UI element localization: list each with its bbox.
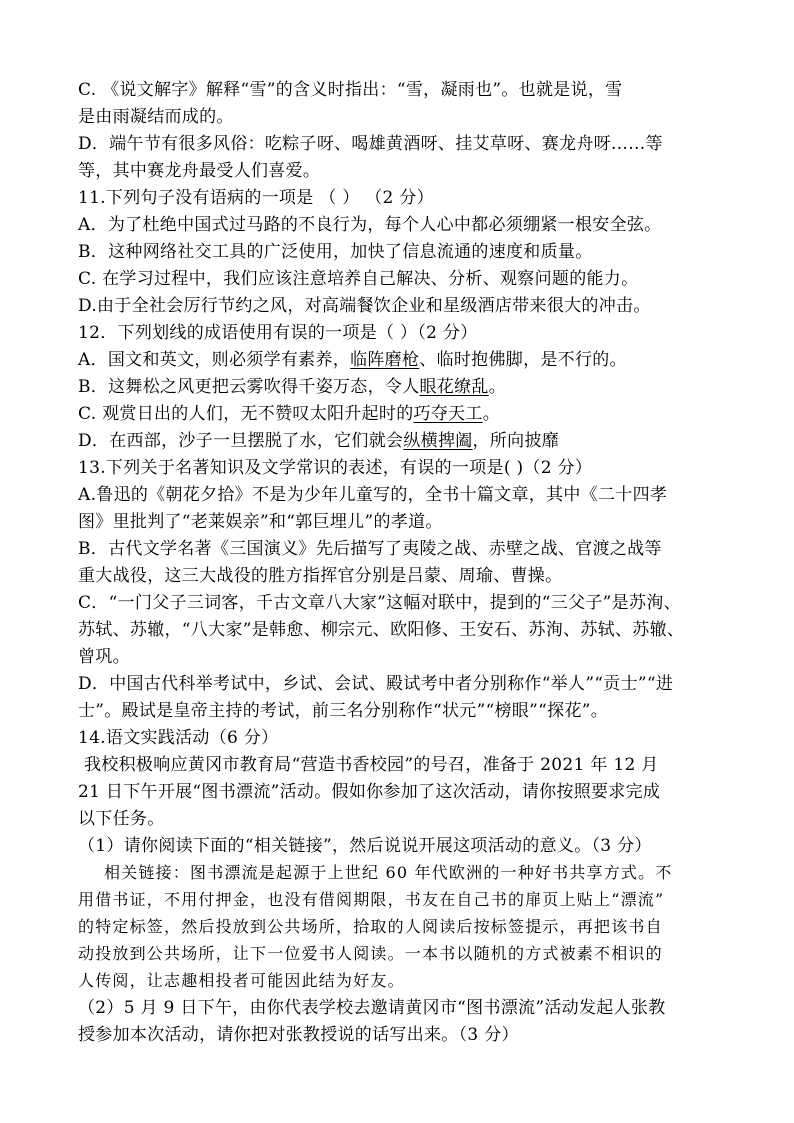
q12-b-text-end: 。 (488, 377, 507, 397)
q12-b-underlined-idiom: 眼花缭乱 (419, 377, 489, 397)
q13-option-a-line1: A.鲁迅的《朝花夕拾》不是为少年儿童写的，全书十篇文章，其中《二十四孝 (78, 485, 668, 505)
q11-option-d: D.由于全社会厉行节约之风，对高端餐饮企业和星级酒店带来很大的冲击。 (78, 296, 651, 316)
related-link-line3: 的特定标签，然后投放到公共场所，拾取的人阅读后按标签提示，再把该书自 (78, 917, 663, 936)
related-link-line5: 人传阅，让志趣相投者可能因此结为好友。 (78, 971, 405, 990)
q13-option-a-line2: 图》里批判了“老莱娱亲”和“郭巨埋儿”的孝道。 (78, 512, 443, 532)
q12-a-text: A．国文和英文，则必须学有素养， (78, 350, 351, 370)
q14-task1: （1）请你阅读下面的“相关链接”，然后说说开展这项活动的意义。（3 分） (78, 836, 652, 856)
q12-d-text-end: ，所向披靡 (472, 431, 560, 451)
q11-stem: 11.下列句子没有语病的一项是 （ ） （2 分） (78, 188, 434, 208)
q12-option-a (78, 349, 627, 371)
q12-a-underlined-idiom: 临阵磨枪 (350, 350, 420, 370)
q10-option-d-line1: D．端午节有很多风俗：吃粽子呀、喝雄黄酒呀、挂艾草呀、赛龙舟呀……等 (78, 134, 663, 154)
q10-option-d-line2: 等，其中赛龙舟最受人们喜爱。 (78, 161, 321, 181)
q13-option-d-line2: 士”。殿试是皇帝主持的考试，前三名分别称作“状元”“榜眼”“探花”。 (78, 701, 609, 721)
q11-option-c: C. 在学习过程中，我们应该注意培养自己解决、分析、观察问题的能力。 (78, 269, 639, 289)
q12-c-underlined-idiom: 巧夺天工 (413, 404, 483, 424)
q13-option-b-line1: B．古代文学名著《三国演义》先后描写了夷陵之战、赤壁之战、官渡之战等 (78, 539, 662, 559)
q13-option-b-line2: 重大战役，这三大战役的胜方指挥官分别是吕蒙、周瑜、曹操。 (78, 566, 563, 586)
q14-intro-line2: 21 日下午开展“图书漂流”活动。假如你参加了这次活动，请你按照要求完成 (78, 782, 661, 802)
related-link-line1: 相关链接：图书漂流是起源于上世纪 60 年代欧洲的一种好书共享方式。不 (104, 863, 673, 882)
related-link-line2: 用借书证，不用付押金，也没有借阅期限，书友在自己书的扉页上贴上“漂流” (78, 890, 665, 909)
q12-option-c (78, 403, 500, 425)
q14-task2-line1: （2）5 月 9 日下午，由你代表学校去邀请黄冈市“图书漂流”活动发起人张教 (78, 998, 666, 1018)
q13-option-d-line1: D．中国古代科举考试中，乡试、会试、殿试考中者分别称作“举人”“贡士”“进 (78, 674, 674, 694)
q12-a-text-end: 、临时抱佛脚，是不行的。 (419, 350, 627, 370)
q13-option-c-line1: C．“一门父子三词客，千古文章八大家”这幅对联中，提到的“三父子”是苏洵、 (78, 593, 681, 613)
q12-stem: 12．下列划线的成语使用有误的一项是（ ）（2 分） (78, 323, 478, 343)
q11-option-b: B．这种网络社交工具的广泛使用，加快了信息流通的速度和质量。 (78, 242, 593, 262)
q12-d-underlined-idiom: 纵横捭阖 (403, 431, 473, 451)
q10-option-c-line1: C. 《说文解字》解释“雪”的含义时指出：“雪，凝雨也”。也就是说，雪 (78, 80, 623, 100)
q11-option-a: A．为了杜绝中国式过马路的不良行为，每个人心中都必须绷紧一根安全弦。 (78, 215, 662, 235)
q12-option-b (78, 376, 506, 398)
q14-task2-line2: 授参加本次活动，请你把对张教授说的话写出来。（3 分） (78, 1025, 519, 1045)
q13-option-c-line3: 曾巩。 (78, 647, 130, 667)
q14-intro-line1: 我校积极响应黄冈市教育局“营造书香校园”的号召，准备于 2021 年 12 月 (84, 755, 659, 775)
q13-option-c-line2: 苏轼、苏辙，“八大家”是韩愈、柳宗元、欧阳修、王安石、苏洵、苏轼、苏辙、 (78, 620, 685, 640)
q10-option-c-line2: 是由雨凝结而成的。 (78, 107, 234, 127)
q14-intro-line3: 以下任务。 (78, 809, 165, 829)
q12-b-text: B．这舞松之风更把云雾吹得千姿万态，令人 (78, 377, 420, 397)
q12-c-text-end: 。 (482, 404, 501, 424)
q14-title: 14.语文实践活动（6 分） (78, 728, 279, 748)
q13-stem: 13.下列关于名著知识及文学常识的表述，有误的一项是( )（2 分） (78, 458, 593, 478)
q12-option-d (78, 430, 559, 452)
q12-d-text: D．在西部，沙子一旦摆脱了水，它们就会 (78, 431, 404, 451)
related-link-line4: 动投放到公共场所，让下一位爱书人阅读。一本书以随机的方式被素不相识的 (78, 944, 663, 963)
q12-c-text: C. 观赏日出的人们，无不赞叹太阳升起时的 (78, 404, 414, 424)
